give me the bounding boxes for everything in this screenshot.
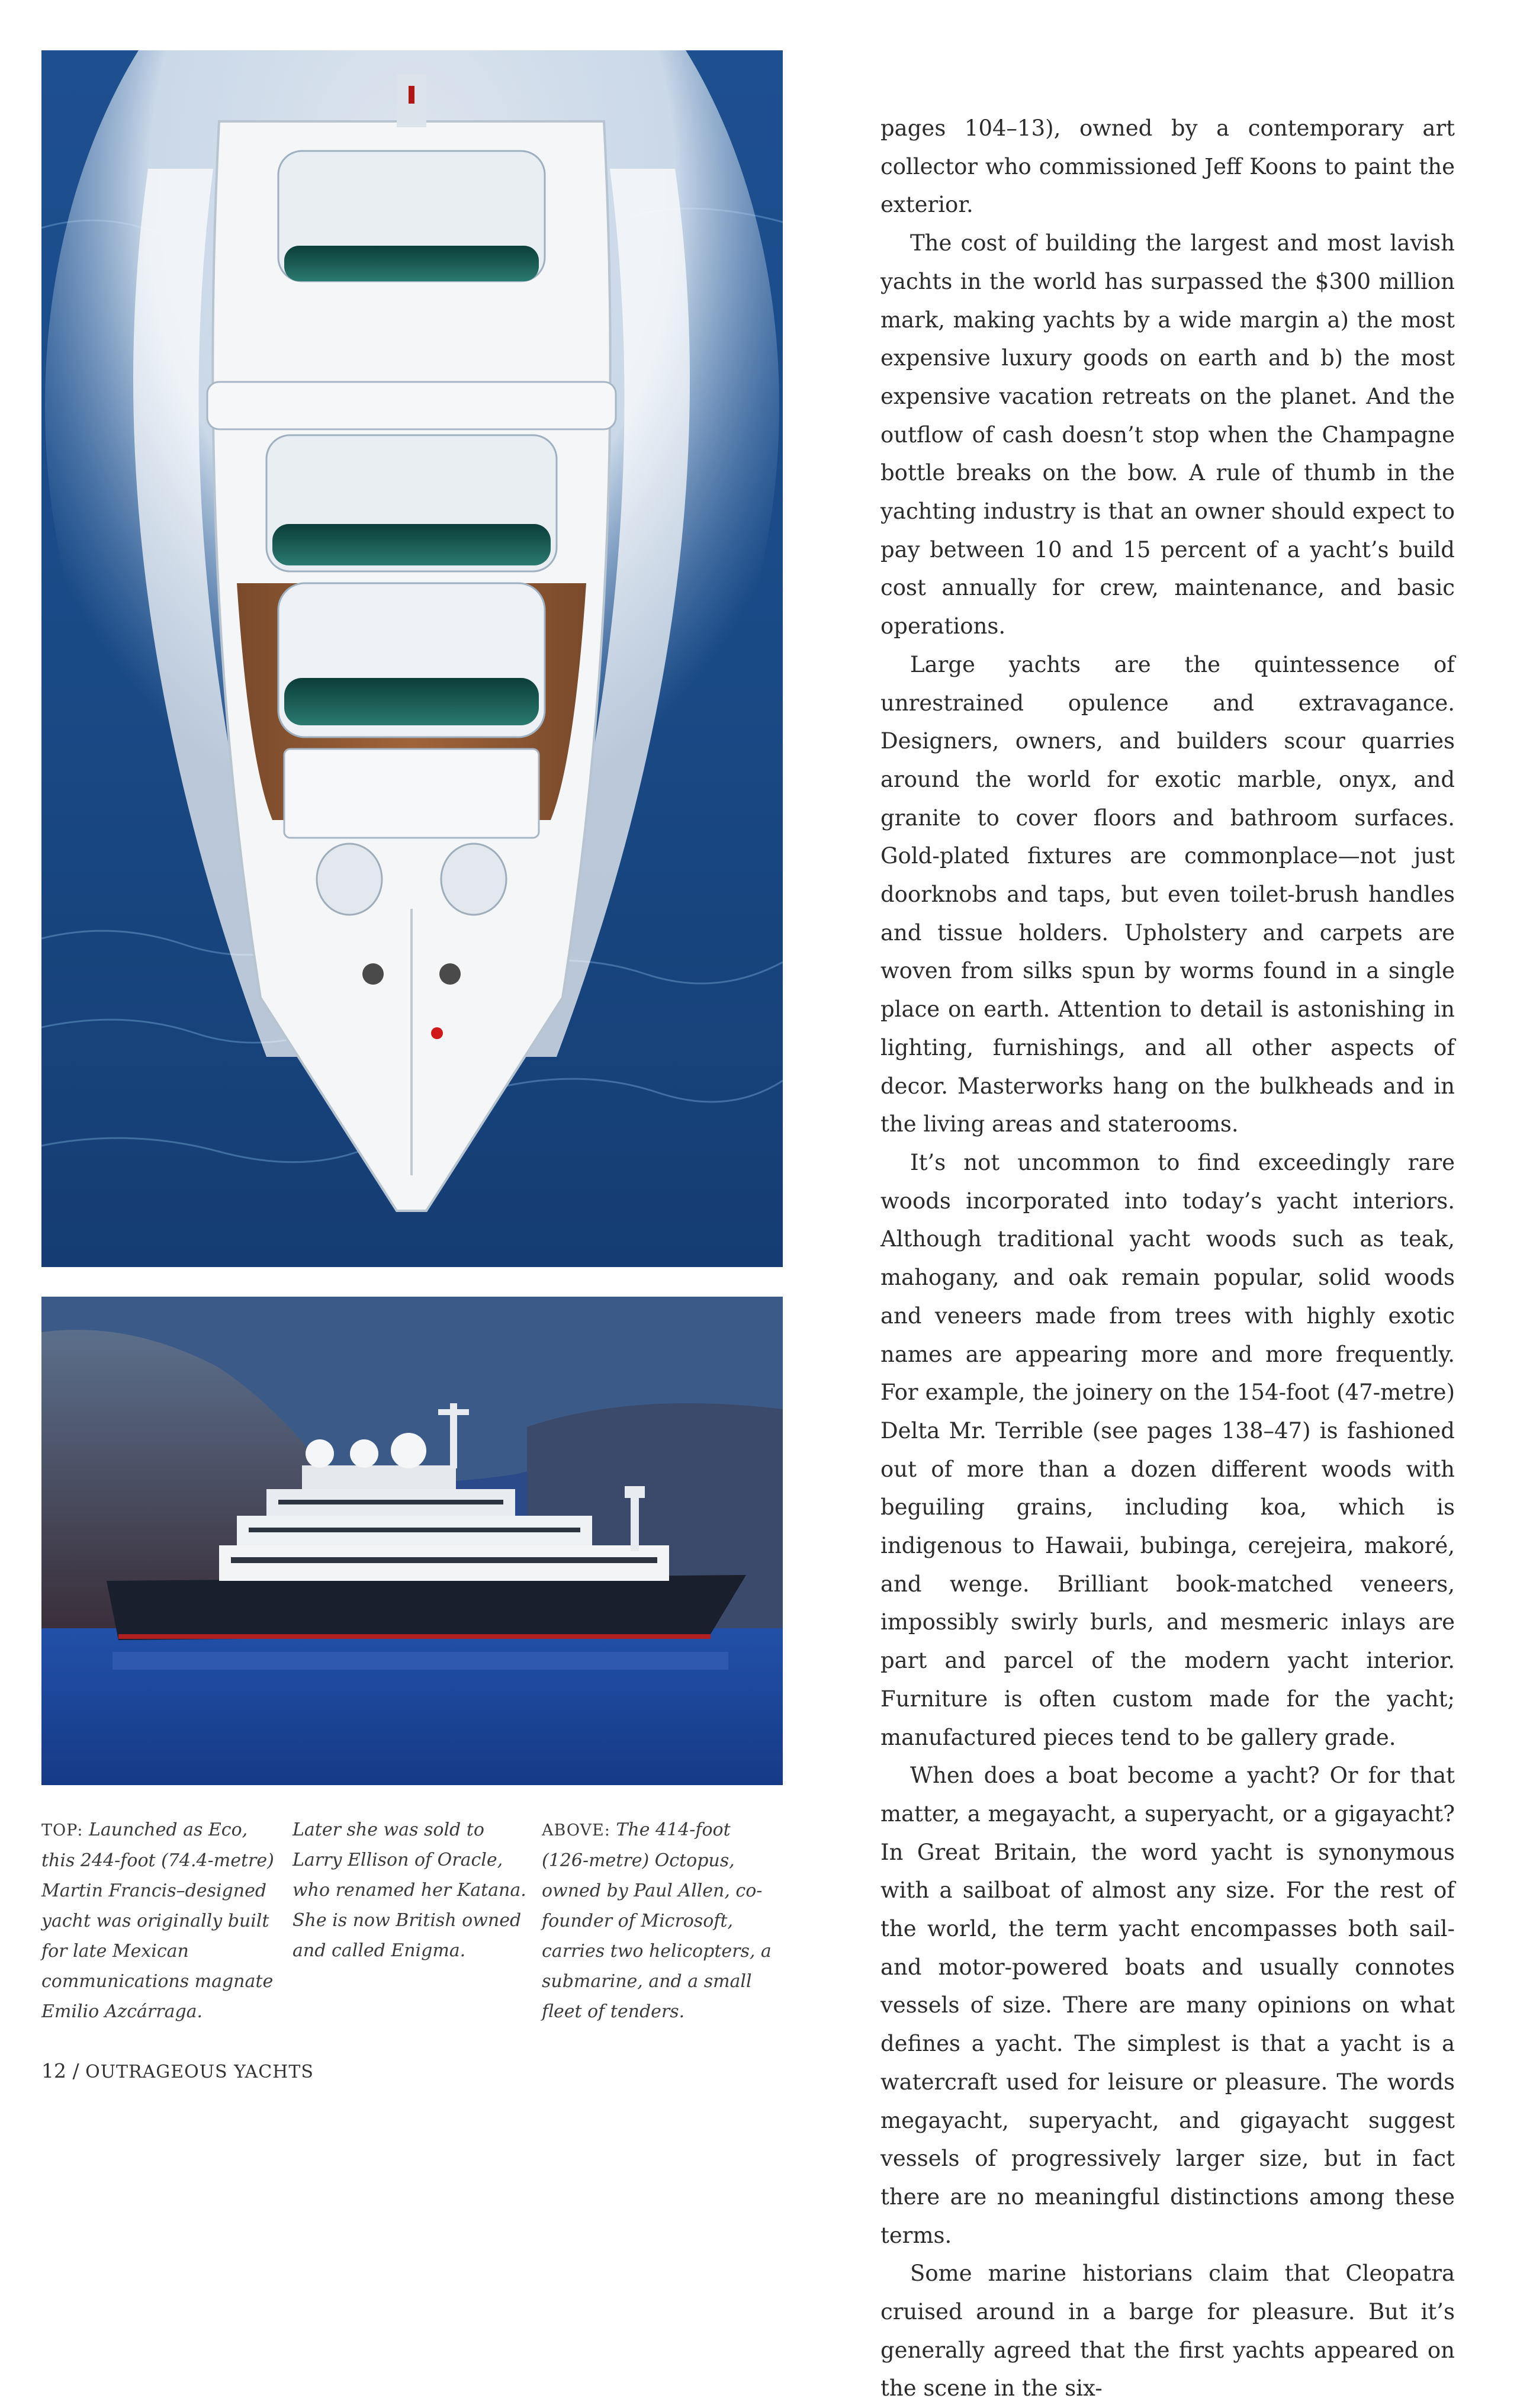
page-number: 12 / [41,2059,79,2082]
caption-above-text: The 414-foot (126-metre) Octopus, owned by Paul Allen, co-founder of Microsoft, carries two helicopters, a submarine, and a small fleet of tenders. [542,1819,772,2022]
page-footer [41,2059,314,2082]
article-paragraph: When does a boat become a yacht? Or for that matter, a megayacht, a superyacht, or a gigayacht? In Great Britain, the word yacht is synonymous with a sailboat of almost any size. For the rest of the world, the term yacht encompasses both sail- and motor-powered boats and usually connotes vessels of size. There are many opinions on what defines a yacht. The simplest is that a yacht is a watercraft used for leisure or pleasure. The words megayacht, superyacht, and gigayacht suggest vessels of progressively larger size, but in fact there are no meaningful distinctions among these terms. [880,1763,1455,2248]
article-paragraph: Some marine historians claim that Cleopatra cruised around in a barge for pleasure. But it’s generally agreed that the first yachts appeared on the scene in the six- [880,2261,1455,2401]
caption-top-continued-text: Later she was sold to Larry Ellison of Oracle, who renamed her Katana. She is now British owned and called Enigma. [293,1819,526,1961]
octopus-yacht-photo [41,1297,783,1785]
article-paragraph: It’s not uncommon to find exceedingly rare woods incorporated into today’s yacht interiors. Although traditional yacht woods such as teak, mahogany, and oak remain popular, solid woods and veneers made from trees with highly exotic names are appearing more and more frequently. For example, the joinery on the 154-foot (47-metre) Delta Mr. Terrible (see pages 138–47) is fashioned out of more than a dozen different woods with beguiling grains, including koa, which is indigenous to Hawaii, bubinga, cerejeira, makoré, and wenge. Brilliant book-matched veneers, impossibly swirly burls, and mesmeric inlays are part and parcel of the modern yacht interior. Furniture is often custom made for the yacht; manufactured pieces tend to be gallery grade. [880,1149,1455,1750]
article-body [880,110,1455,2408]
aerial-yacht-illustration [41,50,783,1267]
caption-above-photo [542,1815,779,2027]
article-paragraph: The cost of building the largest and most lavish yachts in the world has surpassed the $300 million mark, making yachts by a wide margin a) the most expensive luxury goods on earth and b) the most expensive vacation retreats on the planet. And the outflow of cash doesn’t stop when the Champagne bottle breaks on the bow. A rule of thumb in the yachting industry is that an owner should expect to pay between 10 and 15 percent of a yacht’s build cost annually for crew, maintenance, and basic operations. [880,230,1455,639]
octopus-yacht-illustration [41,1297,783,1785]
caption-top-text: Launched as Eco, this 244-foot (74.4-metre) Martin Francis–designed yacht was originally built for late Mexican communications magnate Emilio Azcárraga. [41,1819,274,2022]
article-paragraph: Large yachts are the quintessence of unrestrained opulence and extravagance. Designers, owners, and builders scour quarries around the world for exotic marble, onyx, and granite to cover floors and bathroom surfaces. Gold-plated fixtures are commonplace—not just doorknobs and taps, but even toilet-brush handles and tissue holders. Upholstery and carpets are woven from silks spun by worms found in a single place on earth. Attention to detail is astonishing in lighting, furnishings, and all other aspects of decor. Masterworks hang on the bulkheads and in the living areas and staterooms. [880,651,1455,1137]
caption-top-lead: TOP: [41,1821,83,1840]
caption-top-photo [41,1815,278,2027]
article-paragraph: pages 104–13), owned by a contemporary art collector who commissioned Jeff Koons to paint the exterior. [880,115,1455,218]
photo-captions [41,1815,783,2022]
caption-above-lead: ABOVE: [542,1821,610,1840]
book-title: OUTRAGEOUS YACHTS [85,2062,314,2082]
aerial-yacht-photo [41,50,783,1267]
caption-top-continued [293,1815,529,1966]
